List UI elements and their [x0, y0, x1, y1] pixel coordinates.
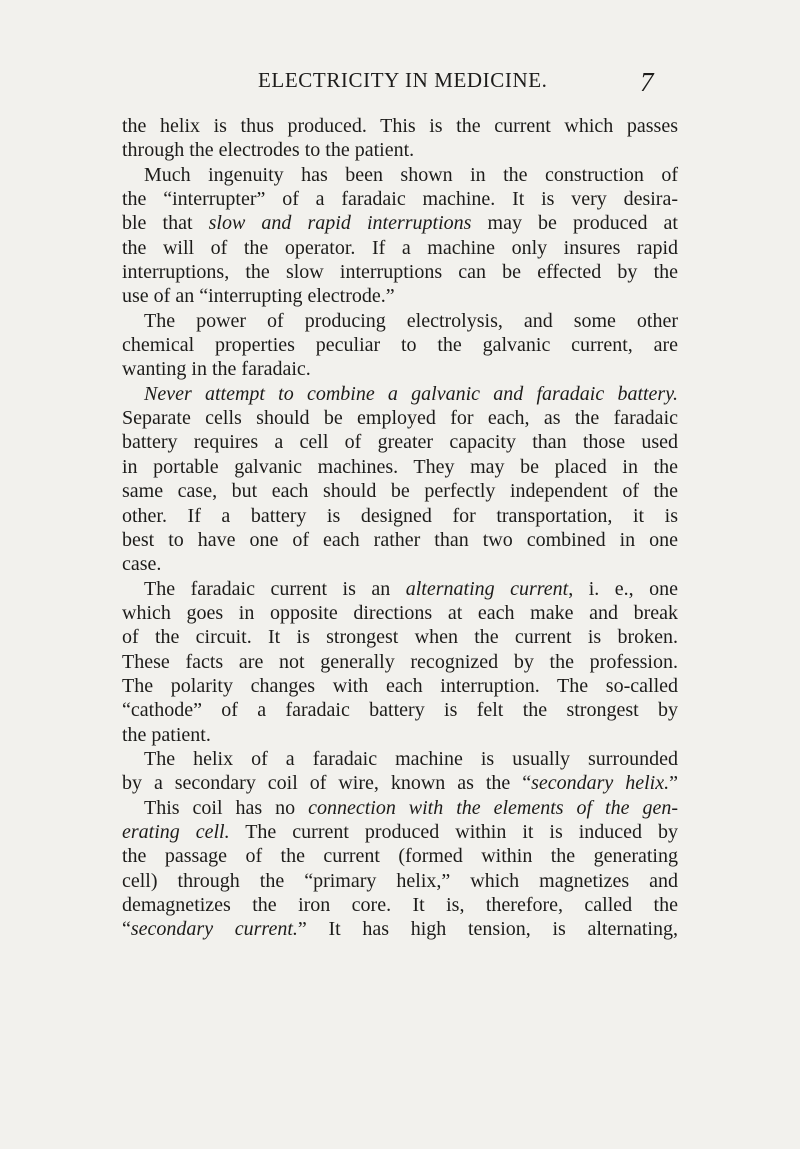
text-line: the passage of the current (formed within the generating — [122, 845, 678, 868]
text-line: the helix is thus produced. This is the current which passes — [122, 115, 678, 137]
page-number: 7 — [640, 67, 654, 97]
running-header — [0, 66, 800, 96]
text-line: chemical properties peculiar to the galvanic current, are — [122, 334, 678, 357]
text-line: by a secondary coil of wire, known as the “secondary helix.” — [122, 772, 678, 795]
text-line: wanting in the faradaic. — [122, 358, 311, 381]
text-line: “secondary current.” It has high tension, is alternating, — [122, 918, 678, 941]
text-line: ble that slow and rapid interruptions may be produced at — [122, 212, 678, 235]
running-title: ELECTRICITY IN MEDICINE. — [258, 68, 548, 92]
text-line: in portable galvanic machines. They may be placed in the — [122, 455, 678, 478]
text-line: The faradaic current is an alternating current, i. e., one — [144, 577, 679, 600]
text-line: demagnetizes the iron core. It is, therefore, called the — [122, 894, 678, 916]
text-line: Never attempt to combine a galvanic and faradaic battery. — [144, 382, 678, 405]
text-line: other. If a battery is designed for transportation, it is — [122, 504, 678, 527]
text-line: best to have one of each rather than two combined in one — [122, 528, 678, 551]
body-text — [122, 114, 678, 942]
text-line: which goes in opposite directions at each make and break — [122, 601, 678, 624]
text-line: same case, but each should be perfectly independent of the — [122, 480, 678, 503]
text-line: of the circuit. It is strongest when the current is broken. — [122, 626, 678, 649]
text-line: The power of producing electrolysis, and some other — [144, 309, 678, 332]
text-line: use of an “interrupting electrode.” — [122, 285, 395, 308]
text-line: the patient. — [122, 723, 211, 746]
text-line: interruptions, the slow interruptions can be effected by the — [122, 261, 678, 284]
text-line: cell) through the “primary helix,” which magnetizes and — [122, 869, 678, 892]
text-line: through the electrodes to the patient. — [122, 139, 415, 162]
text-line: Much ingenuity has been shown in the construction of — [144, 163, 678, 186]
text-line: the will of the operator. If a machine only insures rapid — [122, 236, 678, 259]
text-line: The helix of a faradaic machine is usually surrounded — [144, 747, 678, 770]
text-line: erating cell. The current produced within it is induced by — [122, 820, 678, 843]
text-line: Separate cells should be employed for each, as the faradaic — [122, 407, 678, 430]
text-line: battery requires a cell of greater capacity than those used — [122, 431, 678, 454]
text-line: the “interrupter” of a faradaic machine. It is very desira- — [122, 188, 678, 211]
text-line: These facts are not generally recognized by the profession. — [122, 650, 678, 673]
text-line: The polarity changes with each interruption. The so-called — [122, 674, 678, 697]
text-line: case. — [122, 553, 162, 576]
text-line: “cathode” of a faradaic battery is felt the strongest by — [122, 699, 678, 722]
text-line: This coil has no connection with the elements of the gen- — [144, 796, 678, 819]
